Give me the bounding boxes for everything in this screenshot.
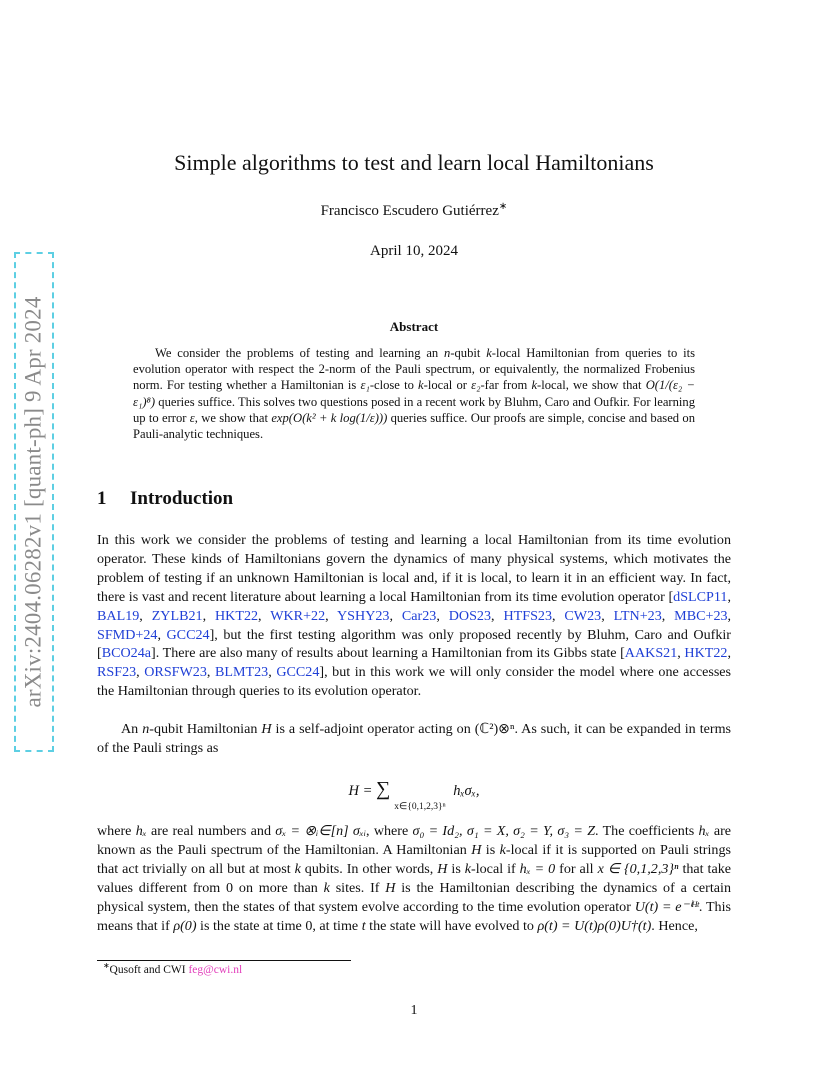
citation-link[interactable]: BCO24a <box>101 645 152 662</box>
footnote-text: Qusoft and CWI <box>109 964 189 976</box>
footnote-mark: ∗ <box>103 961 110 971</box>
paper-date: April 10, 2024 <box>370 243 458 259</box>
citation-link[interactable]: ZYLB21 <box>151 607 203 624</box>
abstract-heading: Abstract <box>389 319 439 334</box>
citation-link[interactable]: RSF23 <box>97 664 137 681</box>
author-line <box>0 203 828 220</box>
section-title: Introduction <box>130 488 234 509</box>
section-number: 1 <box>97 488 107 509</box>
footnote <box>103 961 243 976</box>
intro-paragraph-2: An n-qubit Hamiltonian H is a self-adjoint operator acting on (ℂ²)⊗ⁿ. As such, it can be expanded in terms of the Pauli strings as <box>97 721 732 756</box>
citation-link[interactable]: LTN+23 <box>613 607 662 624</box>
citation-link[interactable]: AAKS21 <box>624 645 678 662</box>
arxiv-stamp-text: arXiv:2404.06282v1 [quant-ph] 9 Apr 2024 <box>21 296 46 708</box>
intro-paragraph-3: where hₓ are real numbers and σₓ = ⊗ᵢ∈[n] σₓᵢ, where σ₀ = Id₂, σ₁ = X, σ₂ = Y, σ₃ = Z. The coefficients hₓ are known as the Pauli spectrum of the Hamiltonian. A Hamiltonian H is k-local if it is supported on Pauli strings that act trivially on all but at most k qubits. In other words, H is k-local if hₓ = 0 for all x ∈ {0,1,2,3}ⁿ that take values different from 0 on more than k sites. If H is the Hamiltonian describing the dynamics of a certain physical system, then the states of that system evolve according to the time evolution operator U(t) = e⁻ⁱᴴᵗ. This means that if ρ(0) is the state at time 0, at time t the state will have evolved to ρ(t) = U(t)ρ(0)U†(t). Hence, <box>97 823 732 934</box>
paper-title: Simple algorithms to test and learn local Hamiltonians <box>174 150 654 175</box>
citation-link[interactable]: HTFS23 <box>503 607 552 624</box>
citation-link[interactable]: GCC24 <box>166 626 210 643</box>
intro-paragraph-1: In this work we consider the problems of testing and learning a local Hamiltonian from its time evolution operator. These kinds of Hamiltonians govern the dynamics of many physical systems, which motivates the problem of testing if an unknown Hamiltonian is local and, if it is local, to learn it in an efficient way. In fact, there is vast and recent literature about learning a local Hamiltonian from its time evolution operator [dSLCP11, BAL19, ZYLB21, HKT22, WKR+22, YSHY23, Car23, DOS23, HTFS23, CW23, LTN+23, MBC+23, SFMD+24, GCC24], but the first testing algorithm was only proposed recently by Bluhm, Caro and Oufkir [BCO24a]. There are also many of results about learning a Hamiltonian from its Gibbs state [AAKS21, HKT22, RSF23, ORSFW23, BLMT23, GCC24], but in this work we will only consider the model where one accesses the Hamiltonian through queries to its evolution operator. <box>97 532 732 700</box>
citation-link[interactable]: DOS23 <box>448 607 492 624</box>
footnote-divider <box>97 960 351 961</box>
citation-link[interactable]: MBC+23 <box>674 607 728 624</box>
citation-link[interactable]: dSLCP11 <box>673 588 728 605</box>
author-footnote-mark: ∗ <box>498 201 508 212</box>
pauli-expansion-equation: $H = \sum_{x\in\{0,1,2,3\}^n}$ hₓσₓ, <box>348 778 480 812</box>
citation-link[interactable]: HKT22 <box>684 645 728 662</box>
citation-link[interactable]: BAL19 <box>97 607 140 624</box>
citation-link[interactable]: Car23 <box>401 607 437 624</box>
citation-link[interactable]: WKR+22 <box>270 607 326 624</box>
abstract-body: We consider the problems of testing and learning an n-qubit k-local Hamiltonian from queries to its evolution operator with respect the 2-norm of the Pauli spectrum, or equivalently, the normalized Frobenius norm. For testing whether a Hamiltonian is ε₁-close to k-local or ε₂-far from k-local, we show that O(1/(ε₂ − ε₁)⁸) queries suffice. This solves two questions posed in a recent work by Bluhm, Caro and Oufkir. For learning up to error ε, we show that exp(O(k² + k log(1/ε))) queries suffice. Our proofs are simple, concise and based on Pauli-analytic techniques. <box>133 346 696 442</box>
citation-link[interactable]: YSHY23 <box>337 607 390 624</box>
page-number: 1 <box>410 1003 418 1018</box>
email-link[interactable]: feg@cwi.nl <box>188 964 243 976</box>
learning-bound: exp(O(k² + k log(1/ε))) <box>271 410 388 425</box>
citation-link[interactable]: GCC24 <box>276 664 320 681</box>
section-heading-introduction <box>97 488 233 510</box>
citation-link[interactable]: ORSFW23 <box>144 664 207 681</box>
author-name: Francisco Escudero Gutiérrez <box>320 203 499 219</box>
citation-link[interactable]: SFMD+24 <box>97 626 158 643</box>
citation-link[interactable]: HKT22 <box>214 607 259 624</box>
testing-bound: O(1/(ε₂ − ε₁)⁸) <box>133 378 695 409</box>
citation-link[interactable]: CW23 <box>564 607 602 624</box>
citation-link[interactable]: BLMT23 <box>214 664 269 681</box>
